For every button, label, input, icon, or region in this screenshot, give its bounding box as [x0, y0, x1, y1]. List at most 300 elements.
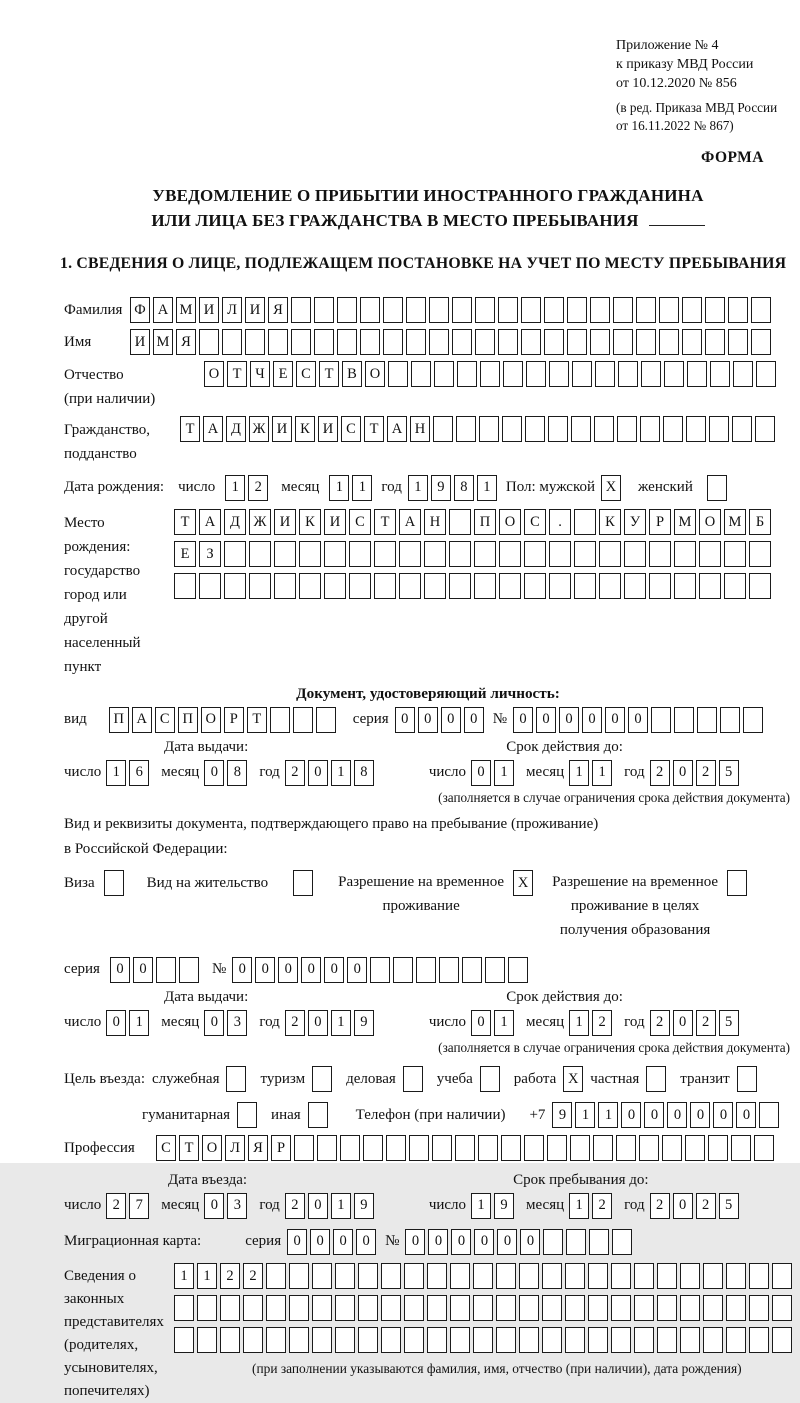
char-box[interactable]: 5 [719, 760, 739, 786]
char-box[interactable] [662, 1135, 682, 1161]
char-box[interactable] [475, 329, 495, 355]
char-box[interactable] [450, 1295, 470, 1321]
char-box[interactable]: 0 [418, 707, 438, 733]
char-box[interactable]: 0 [333, 1229, 353, 1255]
char-box[interactable]: С [296, 361, 316, 387]
char-box[interactable] [565, 1327, 585, 1353]
char-box[interactable] [314, 329, 334, 355]
char-box[interactable] [358, 1295, 378, 1321]
char-box[interactable]: 0 [736, 1102, 756, 1128]
char-box[interactable] [274, 573, 296, 599]
char-box[interactable] [574, 573, 596, 599]
char-box[interactable] [574, 509, 596, 535]
char-box[interactable]: 9 [552, 1102, 572, 1128]
char-box[interactable] [618, 361, 638, 387]
purpose-ucheba-checkbox[interactable] [480, 1066, 500, 1092]
char-box[interactable]: 2 [220, 1263, 240, 1289]
char-box[interactable] [544, 297, 564, 323]
char-box[interactable] [249, 573, 271, 599]
char-box[interactable] [409, 1135, 429, 1161]
char-box[interactable]: 0 [621, 1102, 641, 1128]
char-box[interactable] [720, 707, 740, 733]
char-box[interactable] [524, 573, 546, 599]
char-box[interactable] [473, 1295, 493, 1321]
char-box[interactable] [381, 1295, 401, 1321]
char-box[interactable] [697, 707, 717, 733]
char-box[interactable] [685, 1135, 705, 1161]
char-box[interactable] [565, 1295, 585, 1321]
purpose-chastnaya-checkbox[interactable] [646, 1066, 666, 1092]
char-box[interactable]: Ж [249, 416, 269, 442]
char-box[interactable] [567, 297, 587, 323]
char-box[interactable]: О [699, 509, 721, 535]
char-box[interactable] [496, 1295, 516, 1321]
char-box[interactable] [588, 1295, 608, 1321]
char-box[interactable] [455, 1135, 475, 1161]
char-box[interactable] [174, 573, 196, 599]
char-box[interactable]: 0 [405, 1229, 425, 1255]
char-box[interactable] [312, 1295, 332, 1321]
char-box[interactable] [474, 541, 496, 567]
char-box[interactable] [542, 1327, 562, 1353]
char-box[interactable]: Я [176, 329, 196, 355]
char-box[interactable]: 1 [331, 1010, 351, 1036]
char-box[interactable] [657, 1327, 677, 1353]
char-box[interactable]: 2 [650, 760, 670, 786]
char-box[interactable]: 1 [471, 1193, 491, 1219]
char-box[interactable]: 0 [628, 707, 648, 733]
char-box[interactable] [705, 297, 725, 323]
char-box[interactable] [499, 573, 521, 599]
char-box[interactable]: О [204, 361, 224, 387]
char-box[interactable]: 0 [559, 707, 579, 733]
char-box[interactable]: 0 [204, 1010, 224, 1036]
char-box[interactable] [383, 297, 403, 323]
char-box[interactable] [772, 1263, 792, 1289]
char-box[interactable]: Ж [249, 509, 271, 535]
char-box[interactable] [699, 573, 721, 599]
char-box[interactable]: 1 [569, 1193, 589, 1219]
char-box[interactable]: 0 [644, 1102, 664, 1128]
char-box[interactable]: 0 [347, 957, 367, 983]
char-box[interactable] [406, 329, 426, 355]
char-box[interactable] [659, 329, 679, 355]
char-box[interactable]: Т [174, 509, 196, 535]
char-box[interactable]: 0 [278, 957, 298, 983]
char-box[interactable] [498, 329, 518, 355]
char-box[interactable] [324, 573, 346, 599]
char-box[interactable] [335, 1295, 355, 1321]
char-box[interactable]: 2 [696, 1193, 716, 1219]
char-box[interactable] [374, 541, 396, 567]
visa-checkbox[interactable] [104, 870, 124, 896]
residence-permit-checkbox[interactable] [293, 870, 313, 896]
char-box[interactable] [498, 297, 518, 323]
char-box[interactable] [674, 541, 696, 567]
char-box[interactable]: 0 [428, 1229, 448, 1255]
char-box[interactable]: 0 [324, 957, 344, 983]
char-box[interactable] [475, 297, 495, 323]
char-box[interactable] [449, 541, 471, 567]
char-box[interactable] [612, 1229, 632, 1255]
char-box[interactable]: 8 [227, 760, 247, 786]
char-box[interactable]: 0 [441, 707, 461, 733]
char-box[interactable] [383, 329, 403, 355]
char-box[interactable] [452, 297, 472, 323]
char-box[interactable] [473, 1327, 493, 1353]
char-box[interactable]: С [341, 416, 361, 442]
char-box[interactable] [728, 297, 748, 323]
char-box[interactable] [416, 957, 436, 983]
char-box[interactable] [266, 1327, 286, 1353]
char-box[interactable] [404, 1263, 424, 1289]
char-box[interactable] [197, 1295, 217, 1321]
char-box[interactable] [749, 541, 771, 567]
char-box[interactable] [519, 1263, 539, 1289]
char-box[interactable] [363, 1135, 383, 1161]
char-box[interactable] [289, 1263, 309, 1289]
char-box[interactable]: М [674, 509, 696, 535]
char-box[interactable]: К [599, 509, 621, 535]
char-box[interactable]: Н [410, 416, 430, 442]
char-box[interactable] [199, 573, 221, 599]
char-box[interactable] [680, 1263, 700, 1289]
char-box[interactable] [349, 573, 371, 599]
purpose-turizm-checkbox[interactable] [312, 1066, 332, 1092]
char-box[interactable]: 2 [285, 760, 305, 786]
char-box[interactable] [749, 573, 771, 599]
char-box[interactable]: . [549, 509, 571, 535]
char-box[interactable] [224, 541, 246, 567]
gender-male-checkbox[interactable]: X [601, 475, 621, 501]
char-box[interactable] [174, 1327, 194, 1353]
char-box[interactable]: О [202, 1135, 222, 1161]
char-box[interactable] [358, 1263, 378, 1289]
char-box[interactable]: 1 [331, 760, 351, 786]
char-box[interactable] [450, 1327, 470, 1353]
char-box[interactable] [708, 1135, 728, 1161]
char-box[interactable] [674, 707, 694, 733]
char-box[interactable]: 7 [129, 1193, 149, 1219]
char-box[interactable]: И [324, 509, 346, 535]
char-box[interactable]: А [203, 416, 223, 442]
char-box[interactable] [743, 707, 763, 733]
char-box[interactable]: 0 [204, 1193, 224, 1219]
char-box[interactable] [613, 297, 633, 323]
char-box[interactable]: 5 [719, 1010, 739, 1036]
char-box[interactable]: 1 [106, 760, 126, 786]
char-box[interactable] [485, 957, 505, 983]
char-box[interactable] [317, 1135, 337, 1161]
char-box[interactable]: 0 [356, 1229, 376, 1255]
char-box[interactable] [427, 1263, 447, 1289]
char-box[interactable] [544, 329, 564, 355]
char-box[interactable] [432, 1135, 452, 1161]
char-box[interactable] [312, 1263, 332, 1289]
char-box[interactable]: 1 [494, 760, 514, 786]
char-box[interactable]: Р [271, 1135, 291, 1161]
char-box[interactable] [499, 541, 521, 567]
char-box[interactable]: И [199, 297, 219, 323]
char-box[interactable]: Д [224, 509, 246, 535]
char-box[interactable]: 2 [650, 1010, 670, 1036]
char-box[interactable]: 0 [255, 957, 275, 983]
char-box[interactable] [496, 1327, 516, 1353]
char-box[interactable]: 1 [494, 1010, 514, 1036]
char-box[interactable] [449, 573, 471, 599]
purpose-rabota-checkbox[interactable]: X [563, 1066, 583, 1092]
char-box[interactable] [386, 1135, 406, 1161]
char-box[interactable] [316, 707, 336, 733]
char-box[interactable] [524, 541, 546, 567]
char-box[interactable]: 0 [582, 707, 602, 733]
char-box[interactable]: 1 [592, 760, 612, 786]
char-box[interactable] [526, 361, 546, 387]
char-box[interactable]: О [365, 361, 385, 387]
char-box[interactable]: 8 [454, 475, 474, 501]
char-box[interactable]: Н [424, 509, 446, 535]
char-box[interactable]: У [624, 509, 646, 535]
char-box[interactable]: 0 [690, 1102, 710, 1128]
char-box[interactable]: 0 [308, 1193, 328, 1219]
char-box[interactable] [547, 1135, 567, 1161]
char-box[interactable] [542, 1295, 562, 1321]
edu-residence-checkbox[interactable] [727, 870, 747, 896]
char-box[interactable] [501, 1135, 521, 1161]
char-box[interactable] [434, 361, 454, 387]
char-box[interactable] [588, 1327, 608, 1353]
char-box[interactable] [220, 1295, 240, 1321]
char-box[interactable]: Л [222, 297, 242, 323]
char-box[interactable]: Р [224, 707, 244, 733]
char-box[interactable] [449, 509, 471, 535]
char-box[interactable] [249, 541, 271, 567]
char-box[interactable] [589, 1229, 609, 1255]
char-box[interactable] [611, 1295, 631, 1321]
char-box[interactable] [754, 1135, 774, 1161]
char-box[interactable] [567, 329, 587, 355]
char-box[interactable] [703, 1295, 723, 1321]
char-box[interactable]: 2 [106, 1193, 126, 1219]
char-box[interactable]: 0 [471, 1010, 491, 1036]
char-box[interactable] [687, 361, 707, 387]
char-box[interactable] [703, 1263, 723, 1289]
char-box[interactable] [289, 1327, 309, 1353]
char-box[interactable]: Е [174, 541, 196, 567]
char-box[interactable]: И [245, 297, 265, 323]
char-box[interactable]: 3 [227, 1193, 247, 1219]
char-box[interactable] [473, 1263, 493, 1289]
char-box[interactable] [542, 1263, 562, 1289]
char-box[interactable] [266, 1263, 286, 1289]
char-box[interactable] [411, 361, 431, 387]
char-box[interactable]: О [201, 707, 221, 733]
char-box[interactable]: И [318, 416, 338, 442]
char-box[interactable] [724, 573, 746, 599]
char-box[interactable] [724, 541, 746, 567]
char-box[interactable] [599, 573, 621, 599]
char-box[interactable] [624, 573, 646, 599]
char-box[interactable]: 0 [301, 957, 321, 983]
temp-residence-checkbox[interactable]: X [513, 870, 533, 896]
char-box[interactable]: 2 [248, 475, 268, 501]
char-box[interactable]: 6 [129, 760, 149, 786]
char-box[interactable] [429, 297, 449, 323]
char-box[interactable] [613, 329, 633, 355]
char-box[interactable]: А [387, 416, 407, 442]
char-box[interactable] [634, 1327, 654, 1353]
char-box[interactable] [429, 329, 449, 355]
purpose-inaya-checkbox[interactable] [308, 1102, 328, 1128]
char-box[interactable] [617, 416, 637, 442]
char-box[interactable]: П [474, 509, 496, 535]
char-box[interactable] [314, 297, 334, 323]
char-box[interactable]: 0 [513, 707, 533, 733]
char-box[interactable]: 0 [308, 1010, 328, 1036]
char-box[interactable] [406, 297, 426, 323]
char-box[interactable] [222, 329, 242, 355]
char-box[interactable]: 0 [133, 957, 153, 983]
char-box[interactable]: 1 [329, 475, 349, 501]
char-box[interactable]: 1 [352, 475, 372, 501]
gender-female-checkbox[interactable] [707, 475, 727, 501]
char-box[interactable]: Е [273, 361, 293, 387]
char-box[interactable]: П [109, 707, 129, 733]
char-box[interactable] [524, 1135, 544, 1161]
char-box[interactable] [337, 297, 357, 323]
char-box[interactable] [521, 297, 541, 323]
purpose-sluzhebnaya-checkbox[interactable] [226, 1066, 246, 1092]
char-box[interactable] [732, 416, 752, 442]
char-box[interactable]: А [399, 509, 421, 535]
char-box[interactable] [457, 361, 477, 387]
char-box[interactable] [565, 1263, 585, 1289]
char-box[interactable] [749, 1295, 769, 1321]
char-box[interactable] [710, 361, 730, 387]
char-box[interactable] [199, 329, 219, 355]
char-box[interactable]: И [274, 509, 296, 535]
char-box[interactable]: 0 [667, 1102, 687, 1128]
char-box[interactable]: 9 [431, 475, 451, 501]
char-box[interactable] [270, 707, 290, 733]
char-box[interactable]: 1 [569, 1010, 589, 1036]
char-box[interactable]: 0 [471, 760, 491, 786]
char-box[interactable] [659, 297, 679, 323]
char-box[interactable]: 0 [474, 1229, 494, 1255]
char-box[interactable]: Ч [250, 361, 270, 387]
char-box[interactable] [751, 297, 771, 323]
char-box[interactable] [358, 1327, 378, 1353]
char-box[interactable] [381, 1263, 401, 1289]
char-box[interactable] [399, 573, 421, 599]
char-box[interactable]: С [349, 509, 371, 535]
char-box[interactable] [243, 1295, 263, 1321]
char-box[interactable] [594, 416, 614, 442]
char-box[interactable] [452, 329, 472, 355]
char-box[interactable] [755, 416, 775, 442]
char-box[interactable]: 1 [477, 475, 497, 501]
char-box[interactable] [335, 1327, 355, 1353]
char-box[interactable] [709, 416, 729, 442]
char-box[interactable] [299, 573, 321, 599]
char-box[interactable] [427, 1327, 447, 1353]
char-box[interactable] [566, 1229, 586, 1255]
char-box[interactable] [404, 1295, 424, 1321]
char-box[interactable]: Т [319, 361, 339, 387]
char-box[interactable] [726, 1327, 746, 1353]
char-box[interactable] [424, 541, 446, 567]
char-box[interactable] [572, 361, 592, 387]
char-box[interactable]: 2 [285, 1010, 305, 1036]
char-box[interactable]: Я [268, 297, 288, 323]
char-box[interactable]: А [132, 707, 152, 733]
char-box[interactable]: Л [225, 1135, 245, 1161]
char-box[interactable] [680, 1295, 700, 1321]
char-box[interactable]: 5 [719, 1193, 739, 1219]
char-box[interactable]: М [176, 297, 196, 323]
char-box[interactable] [549, 573, 571, 599]
char-box[interactable] [674, 573, 696, 599]
char-box[interactable]: 1 [575, 1102, 595, 1128]
char-box[interactable] [337, 329, 357, 355]
char-box[interactable] [657, 1263, 677, 1289]
char-box[interactable] [496, 1263, 516, 1289]
purpose-gumanitarnaya-checkbox[interactable] [237, 1102, 257, 1128]
char-box[interactable] [640, 416, 660, 442]
char-box[interactable]: 0 [536, 707, 556, 733]
char-box[interactable]: 2 [285, 1193, 305, 1219]
char-box[interactable] [611, 1263, 631, 1289]
char-box[interactable] [728, 329, 748, 355]
char-box[interactable] [726, 1295, 746, 1321]
char-box[interactable]: 1 [197, 1263, 217, 1289]
char-box[interactable]: 2 [243, 1263, 263, 1289]
char-box[interactable] [570, 1135, 590, 1161]
char-box[interactable] [360, 297, 380, 323]
char-box[interactable] [636, 329, 656, 355]
char-box[interactable] [312, 1327, 332, 1353]
char-box[interactable]: 0 [232, 957, 252, 983]
char-box[interactable] [462, 957, 482, 983]
char-box[interactable]: О [499, 509, 521, 535]
char-box[interactable] [649, 573, 671, 599]
char-box[interactable] [293, 707, 313, 733]
char-box[interactable]: 2 [696, 760, 716, 786]
char-box[interactable] [381, 1327, 401, 1353]
char-box[interactable] [624, 541, 646, 567]
char-box[interactable] [156, 957, 176, 983]
char-box[interactable] [370, 957, 390, 983]
char-box[interactable] [611, 1327, 631, 1353]
purpose-tranzit-checkbox[interactable] [737, 1066, 757, 1092]
char-box[interactable] [634, 1295, 654, 1321]
char-box[interactable] [274, 541, 296, 567]
char-box[interactable]: 1 [569, 760, 589, 786]
char-box[interactable] [574, 541, 596, 567]
char-box[interactable] [639, 1135, 659, 1161]
char-box[interactable] [682, 329, 702, 355]
char-box[interactable]: К [299, 509, 321, 535]
char-box[interactable]: С [156, 1135, 176, 1161]
char-box[interactable] [433, 416, 453, 442]
char-box[interactable] [686, 416, 706, 442]
char-box[interactable] [705, 329, 725, 355]
char-box[interactable]: 0 [673, 1193, 693, 1219]
char-box[interactable] [243, 1327, 263, 1353]
char-box[interactable] [588, 1263, 608, 1289]
char-box[interactable] [289, 1295, 309, 1321]
char-box[interactable]: 0 [605, 707, 625, 733]
